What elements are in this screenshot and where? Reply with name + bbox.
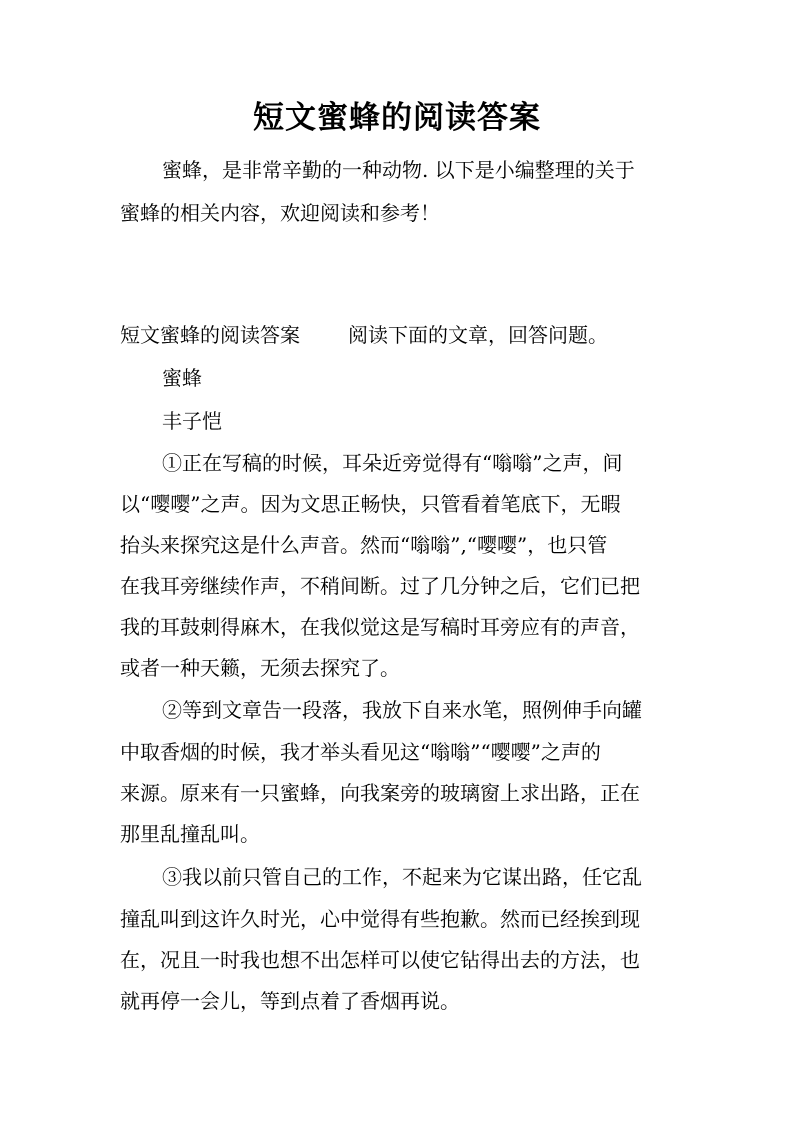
intro-line-1: 蜜蜂，是非常辛勤的一种动物. 以下是小编整理的关于 — [162, 158, 635, 182]
document-title: 短文蜜蜂的阅读答案 — [253, 100, 541, 136]
article-author: 丰子恺 — [162, 409, 222, 433]
section-heading — [120, 321, 608, 349]
intro-line-2: 蜜蜂的相关内容，欢迎阅读和参考！ — [120, 201, 440, 225]
paragraph-3-line-3: 在，况且一时我也想不出怎样可以使它钻得出去的方法，也 — [120, 948, 640, 972]
paragraph-3-line-4: 就再停一会儿，等到点着了香烟再说。 — [120, 989, 460, 1013]
paragraph-1-line-5: 我的耳鼓刺得麻木，在我似觉这是写稿时耳旁应有的声音， — [120, 615, 640, 639]
paragraph-1-line-4: 在我耳旁继续作声，不稍间断。过了几分钟之后，它们已把 — [120, 574, 640, 598]
paragraph-1-line-2: 以“嘤嘤”之声。因为文思正畅快，只管看着笔底下，无暇 — [120, 492, 621, 516]
paragraph-3-line-1: ③我以前只管自己的工作，不起来为它谋出路，任它乱 — [162, 865, 642, 889]
paragraph-1-line-3: 抬头来探究这是什么声音。然而“嗡嗡”,“嘤嘤”，也只管 — [120, 533, 608, 557]
paragraph-1-line-1: ①正在写稿的时候，耳朵近旁觉得有“嗡嗡”之声，间 — [162, 451, 623, 475]
section-heading-right: 阅读下面的文章，回答问题。 — [348, 323, 608, 347]
paragraph-2-line-2: 中取香烟的时候，我才举头看见这“嗡嗡”“嘤嘤”之声的 — [120, 740, 601, 764]
article-title: 蜜蜂 — [162, 366, 202, 390]
paragraph-1-line-6: 或者一种天籁，无须去探究了。 — [120, 656, 400, 680]
paragraph-2-line-1: ②等到文章告一段落，我放下自来水笔，照例伸手向罐 — [162, 698, 642, 722]
section-heading-left: 短文蜜蜂的阅读答案 — [120, 323, 300, 347]
paragraph-2-line-4: 那里乱撞乱叫。 — [120, 822, 260, 846]
paragraph-2-line-3: 来源。原来有一只蜜蜂，向我案旁的玻璃窗上求出路，正在 — [120, 781, 640, 805]
paragraph-3-line-2: 撞乱叫到这许久时光，心中觉得有些抱歉。然而已经挨到现 — [120, 907, 640, 931]
